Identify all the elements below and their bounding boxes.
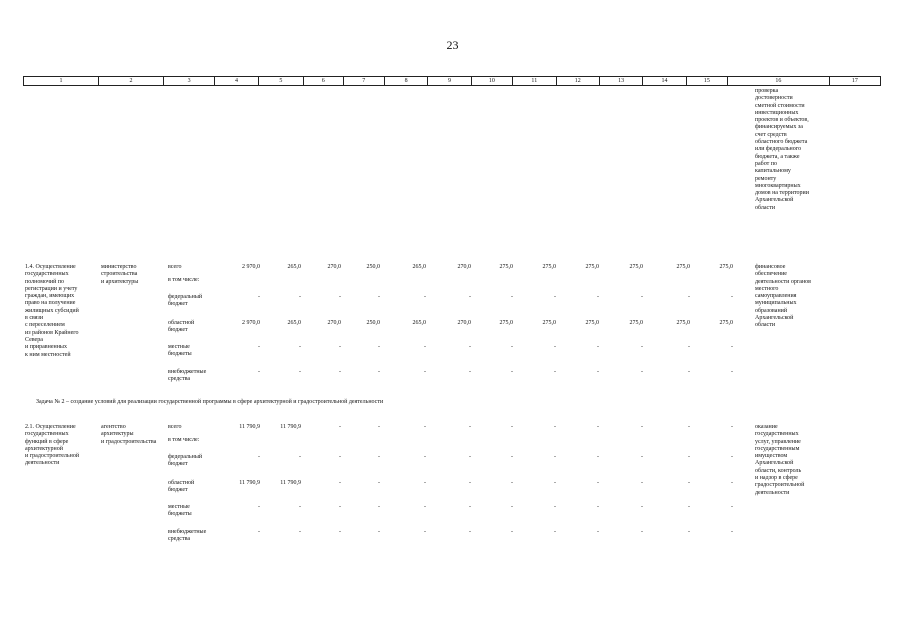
source-value: - (339, 344, 341, 350)
source-value: - (641, 424, 643, 430)
source-value: - (554, 480, 556, 486)
column-header: 16 (728, 77, 830, 85)
source-value: - (688, 504, 690, 510)
source-value: - (731, 344, 733, 350)
source-value: 265,0 (412, 264, 426, 270)
source-value: 275,0 (499, 264, 513, 270)
source-value: - (731, 369, 733, 375)
measure-2-1-executor: агентство архитектуры и градостроительства (101, 424, 157, 445)
page-number: 23 (446, 38, 459, 52)
source-value: - (424, 529, 426, 535)
source-label: внебюджетные средства (168, 529, 207, 543)
task-2-heading: Задача № 2 – создание условий для реализации государственной программы в сфере архитектурной и градостроительной деятельности (36, 399, 384, 405)
source-value: - (688, 454, 690, 460)
source-value: - (299, 454, 301, 460)
source-value: - (641, 294, 643, 300)
source-value: 275,0 (499, 320, 513, 326)
source-label: областной бюджет (168, 480, 195, 494)
column-header: 8 (385, 77, 428, 85)
source-value: - (339, 369, 341, 375)
source-label: всего (168, 264, 182, 270)
source-value: - (424, 344, 426, 350)
column-header: 11 (513, 77, 556, 85)
source-label: федеральный бюджет (168, 454, 203, 468)
source-value: - (299, 344, 301, 350)
measure-1-4-executor: министерство строительства и архитектуры (101, 264, 139, 285)
source-value: 265,0 (287, 320, 301, 326)
source-value: - (511, 529, 513, 535)
source-value: - (424, 480, 426, 486)
source-value: - (731, 294, 733, 300)
source-label: местные бюджеты (168, 504, 192, 518)
source-value: - (469, 369, 471, 375)
source-value: - (554, 344, 556, 350)
source-value: - (424, 504, 426, 510)
source-value: - (299, 504, 301, 510)
column-header: 15 (687, 77, 728, 85)
source-value: 11 790,9 (239, 480, 260, 486)
source-value: - (554, 424, 556, 430)
source-value: - (554, 504, 556, 510)
source-value: - (688, 480, 690, 486)
source-value: 275,0 (629, 320, 643, 326)
source-value: - (688, 369, 690, 375)
source-value: - (554, 529, 556, 535)
source-value: - (424, 369, 426, 375)
measure-2-1-result: оказание государственных услуг, управление государственным имуществом Архангельской области, контроль и надзор в сфере градостроительной деятельности (755, 424, 805, 496)
column-header: 2 (99, 77, 164, 85)
source-value: - (597, 480, 599, 486)
source-value: 270,0 (327, 264, 341, 270)
source-value: - (339, 294, 341, 300)
source-value: - (554, 294, 556, 300)
source-value: - (597, 504, 599, 510)
column-header: 12 (557, 77, 600, 85)
source-value: 2 970,0 (242, 320, 260, 326)
source-value: 275,0 (676, 320, 690, 326)
source-value: - (731, 424, 733, 430)
source-value: - (469, 294, 471, 300)
source-value: - (469, 480, 471, 486)
source-value: 275,0 (719, 264, 733, 270)
source-value: 270,0 (457, 264, 471, 270)
source-value: 270,0 (327, 320, 341, 326)
source-value: - (511, 424, 513, 430)
source-label: внебюджетные средства (168, 369, 207, 383)
source-value: - (424, 454, 426, 460)
column-header: 14 (643, 77, 686, 85)
source-value: - (597, 344, 599, 350)
source-value: - (641, 504, 643, 510)
column-header: 13 (600, 77, 643, 85)
source-value: 11 790,9 (280, 480, 301, 486)
source-value: 265,0 (287, 264, 301, 270)
source-value: - (731, 454, 733, 460)
source-value: 275,0 (585, 264, 599, 270)
source-value: 11 790,9 (280, 424, 301, 430)
source-value: - (378, 454, 380, 460)
source-value: - (554, 369, 556, 375)
source-value: - (339, 480, 341, 486)
measure-1-4-name: 1.4. Осуществление государственных полномочий по регистрации и учету граждан, имеющих право на получение жилищных субсидий в связи с переселением из районов Крайнего Севера и приравненных к ним местностей (25, 264, 79, 358)
source-value: 275,0 (629, 264, 643, 270)
source-value: - (597, 369, 599, 375)
source-value: - (258, 294, 260, 300)
source-value: - (688, 529, 690, 535)
source-value: - (511, 504, 513, 510)
source-value: - (424, 424, 426, 430)
source-value: - (299, 529, 301, 535)
source-value: - (469, 344, 471, 350)
source-value: - (597, 454, 599, 460)
source-value: - (299, 369, 301, 375)
source-value: - (731, 480, 733, 486)
source-value: - (511, 454, 513, 460)
source-value: - (688, 294, 690, 300)
source-value: - (258, 454, 260, 460)
source-label: областной бюджет (168, 320, 195, 334)
source-value: - (511, 369, 513, 375)
measure-2-1-name: 2.1. Осуществление государственных функций в сфере архитектурной и градостроительной деятельности (25, 424, 80, 467)
column-header: 3 (164, 77, 215, 85)
source-value: 2 970,0 (242, 264, 260, 270)
source-label: местные бюджеты (168, 344, 192, 358)
source-value: - (378, 294, 380, 300)
source-value: - (469, 454, 471, 460)
source-value: - (641, 454, 643, 460)
source-value: 270,0 (457, 320, 471, 326)
column-header: 7 (344, 77, 385, 85)
source-value: - (258, 369, 260, 375)
source-value: - (731, 504, 733, 510)
source-value: 275,0 (676, 264, 690, 270)
source-value: - (258, 344, 260, 350)
source-value: 250,0 (366, 264, 380, 270)
source-value: - (378, 529, 380, 535)
source-label: в том числе: (168, 437, 200, 443)
source-value: - (688, 424, 690, 430)
source-value: - (641, 480, 643, 486)
source-value: - (688, 344, 690, 350)
source-value: - (378, 424, 380, 430)
column-header: 5 (259, 77, 304, 85)
source-value: 11 790,9 (239, 424, 260, 430)
column-header: 1 (24, 77, 99, 85)
source-value: - (378, 504, 380, 510)
source-value: - (731, 529, 733, 535)
source-value: - (258, 504, 260, 510)
source-value: 275,0 (542, 320, 556, 326)
source-value: - (339, 529, 341, 535)
source-value: - (511, 344, 513, 350)
source-value: - (469, 529, 471, 535)
source-value: - (469, 424, 471, 430)
source-value: - (339, 504, 341, 510)
column-header: 4 (215, 77, 258, 85)
source-value: 275,0 (542, 264, 556, 270)
source-value: - (641, 344, 643, 350)
source-value: - (378, 369, 380, 375)
source-value: - (511, 294, 513, 300)
source-value: - (469, 504, 471, 510)
source-value: - (597, 294, 599, 300)
source-value: - (339, 454, 341, 460)
source-value: - (378, 344, 380, 350)
result-continuation-text: проверка достоверности сметной стоимости инвестиционных проектов и объектов, финансируемых за счет средств областного бюджета или федерального бюджета, а также работ по капитальному ремонту многоквартирных домов на территории Архангельской области (755, 88, 809, 211)
source-value: - (339, 424, 341, 430)
source-label: в том числе: (168, 277, 200, 283)
source-value: - (641, 529, 643, 535)
column-header: 6 (304, 77, 343, 85)
source-value: - (258, 529, 260, 535)
source-label: федеральный бюджет (168, 294, 203, 308)
source-value: - (597, 424, 599, 430)
source-value: 275,0 (719, 320, 733, 326)
table-header-row (23, 76, 881, 86)
source-value: 250,0 (366, 320, 380, 326)
source-value: - (641, 369, 643, 375)
source-value: 265,0 (412, 320, 426, 326)
source-value: - (424, 294, 426, 300)
source-value: 275,0 (585, 320, 599, 326)
source-value: - (597, 529, 599, 535)
source-value: - (511, 480, 513, 486)
source-value: - (378, 480, 380, 486)
column-header: 10 (472, 77, 513, 85)
source-value: - (299, 294, 301, 300)
column-header: 17 (851, 78, 858, 84)
source-value: - (554, 454, 556, 460)
column-header: 9 (428, 77, 471, 85)
measure-1-4-result: финансовое обеспечение деятельности органов местного самоуправления муниципальных образований Архангельской области (755, 264, 812, 329)
source-label: всего (168, 424, 182, 430)
